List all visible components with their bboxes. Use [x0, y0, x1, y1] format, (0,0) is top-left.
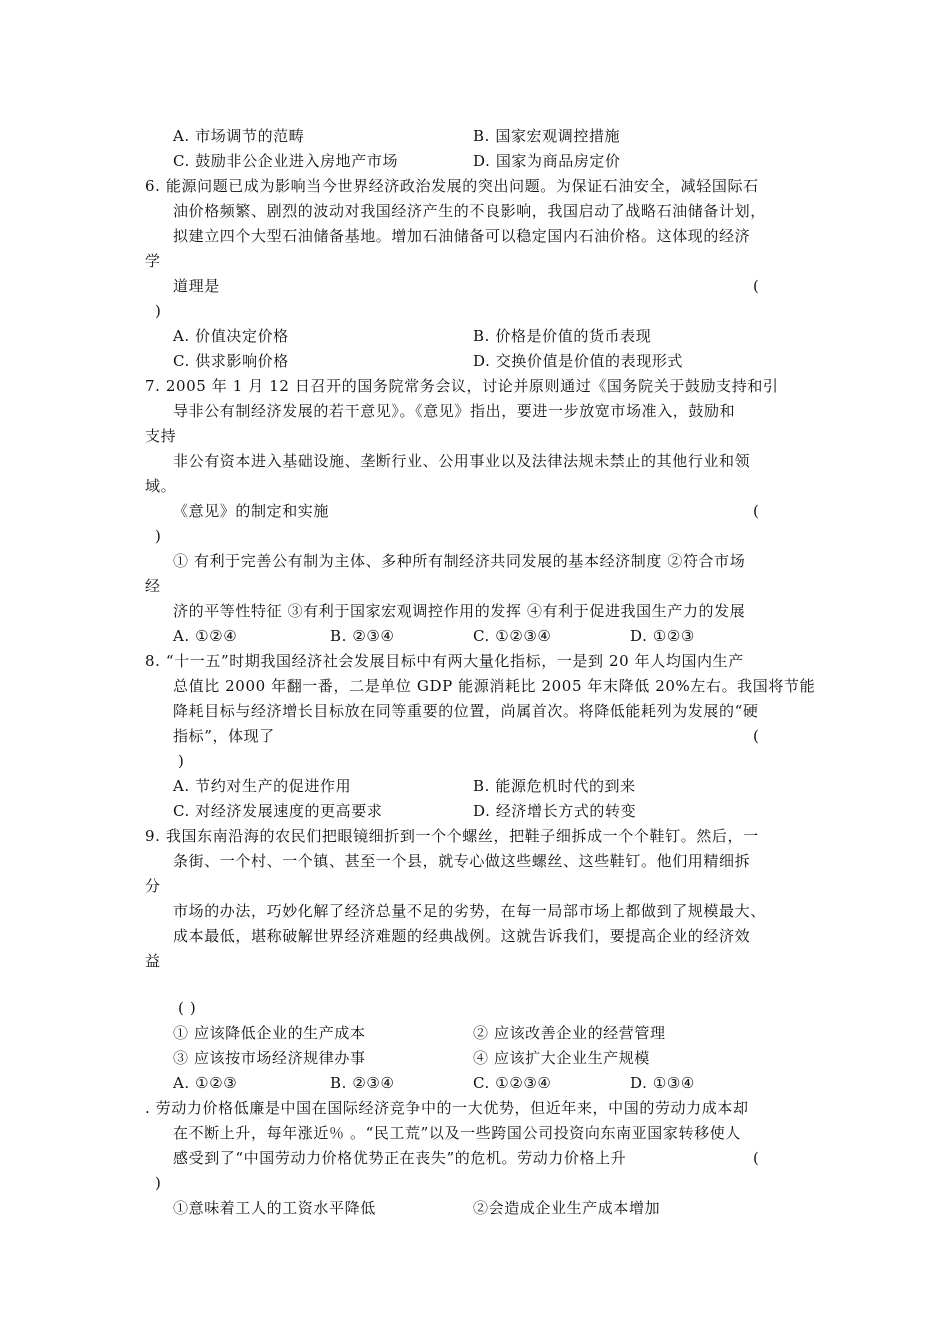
q8-answer-paren-close: )	[178, 752, 185, 770]
q9-statement-1: ① 应该降低企业的生产成本	[173, 1024, 366, 1042]
q10-stem-line-1: . 劳动力价格低廉是中国在国际经济竞争中的一大优势，但近年来，中国的劳动力成本却	[145, 1099, 749, 1117]
q10-answer-paren-open: (	[753, 1149, 760, 1167]
q9-stem-line-6: 益	[145, 952, 161, 970]
q7-stem-line-1: 7. 2005 年 1 月 12 日召开的国务院常务会议，讨论并原则通过《国务院关于鼓励支持和引	[145, 377, 779, 395]
q7-stem-line-3: 支持	[145, 427, 177, 445]
q6-stem-line-5: 道理是	[173, 277, 220, 295]
q8-option-a: A. 节约对生产的促进作用	[173, 777, 352, 795]
q8-option-c: C. 对经济发展速度的更高要求	[173, 802, 383, 820]
q5-option-a: A. 市场调节的范畴	[173, 127, 305, 145]
q10-answer-paren-close: )	[155, 1174, 162, 1192]
q7-stem-line-4: 非公有资本进入基础设施、垄断行业、公用事业以及法律法规未禁止的其他行业和领	[173, 452, 751, 470]
q10-stem-line-3: 感受到了“中国劳动力价格优势正在丧失”的危机。劳动力价格上升	[173, 1149, 627, 1167]
q9-stem-line-5: 成本最低，堪称破解世界经济难题的经典战例。这就告诉我们，要提高企业的经济效	[173, 927, 751, 945]
q7-stem-line-2: 导非公有制经济发展的若干意见》。《意见》指出，要进一步放宽市场准入，鼓励和	[173, 402, 736, 420]
q9-option-a: A. ①②③	[173, 1074, 238, 1092]
q9-stem-line-4: 市场的办法，巧妙化解了经济总量不足的劣势，在每一局部市场上都做到了规模最大、	[173, 902, 766, 920]
q9-stem-line-1: 9. 我国东南沿海的农民们把眼镜细折到一个个螺丝，把鞋子细拆成一个个鞋钉。然后，一	[145, 827, 759, 845]
q6-option-d: D. 交换价值是价值的表现形式	[473, 352, 684, 370]
q9-statement-2: ② 应该改善企业的经营管理	[473, 1024, 666, 1042]
q7-statement-line-2: 经	[145, 577, 161, 595]
q8-option-b: B. 能源危机时代的到来	[473, 777, 636, 795]
q7-statement-line-1: ① 有利于完善公有制为主体、多种所有制经济共同发展的基本经济制度 ②符合市场	[173, 552, 746, 570]
q7-option-b: B. ②③④	[330, 627, 395, 645]
q6-stem-line-2: 油价格频繁、剧烈的波动对我国经济产生的不良影响，我国启动了战略石油储备计划，	[173, 202, 766, 220]
q9-stem-line-2: 条街、一个村、一个镇、甚至一个县，就专心做这些螺丝、这些鞋钉。他们用精细拆	[173, 852, 751, 870]
q9-statement-3: ③ 应该按市场经济规律办事	[173, 1049, 366, 1067]
q8-answer-paren-open: (	[753, 727, 760, 745]
q7-option-a: A. ①②④	[173, 627, 238, 645]
q9-option-b: B. ②③④	[330, 1074, 395, 1092]
q7-answer-paren-open: (	[753, 502, 760, 520]
q10-statement-1: ①意味着工人的工资水平降低	[173, 1199, 376, 1217]
q9-option-c: C. ①②③④	[473, 1074, 552, 1092]
q7-stem-line-6: 《意见》的制定和实施	[173, 502, 330, 520]
q6-answer-paren-close: )	[155, 302, 162, 320]
q6-stem-line-4: 学	[145, 252, 161, 270]
q7-option-c: C. ①②③④	[473, 627, 552, 645]
q5-option-b: B. 国家宏观调控措施	[473, 127, 621, 145]
q6-stem-line-3: 拟建立四个大型石油储备基地。增加石油储备可以稳定国内石油价格。这体现的经济	[173, 227, 751, 245]
q7-option-d: D. ①②③	[630, 627, 695, 645]
q8-stem-line-2: 总值比 2000 年翻一番，二是单位 GDP 能源消耗比 2005 年末降低 20%左右。我国将节能	[173, 677, 816, 695]
q7-stem-line-5: 域。	[145, 477, 177, 495]
q5-option-c: C. 鼓励非公企业进入房地产市场	[173, 152, 399, 170]
q9-stem-line-3: 分	[145, 877, 161, 895]
q8-option-d: D. 经济增长方式的转变	[473, 802, 637, 820]
q9-answer-paren: ( )	[178, 999, 197, 1017]
q5-option-d: D. 国家为商品房定价	[473, 152, 621, 170]
q6-option-b: B. 价格是价值的货币表现	[473, 327, 652, 345]
q9-statement-4: ④ 应该扩大企业生产规模	[473, 1049, 650, 1067]
q9-option-d: D. ①③④	[630, 1074, 695, 1092]
q6-option-c: C. 供求影响价格	[173, 352, 289, 370]
q10-statement-2: ②会造成企业生产成本增加	[473, 1199, 661, 1217]
q8-stem-line-4: 指标”，体现了	[173, 727, 275, 745]
q7-statement-line-3: 济的平等性特征 ③有利于国家宏观调控作用的发挥 ④有利于促进我国生产力的发展	[173, 602, 746, 620]
q7-answer-paren-close: )	[155, 527, 162, 545]
q6-answer-paren-open: (	[753, 277, 760, 295]
q6-stem-line-1: 6. 能源问题已成为影响当今世界经济政治发展的突出问题。为保证石油安全，减轻国际石	[145, 177, 759, 195]
q8-stem-line-3: 降耗目标与经济增长目标放在同等重要的位置，尚属首次。将降低能耗列为发展的“硬	[173, 702, 759, 720]
q8-stem-line-1: 8. “十一五”时期我国经济社会发展目标中有两大量化指标，一是到 20 年人均国内生产	[145, 652, 744, 670]
q6-option-a: A. 价值决定价格	[173, 327, 289, 345]
q10-stem-line-2: 在不断上升，每年涨近％ 。“民工荒”以及一些跨国公司投资向东南亚国家转移使人	[173, 1124, 741, 1142]
